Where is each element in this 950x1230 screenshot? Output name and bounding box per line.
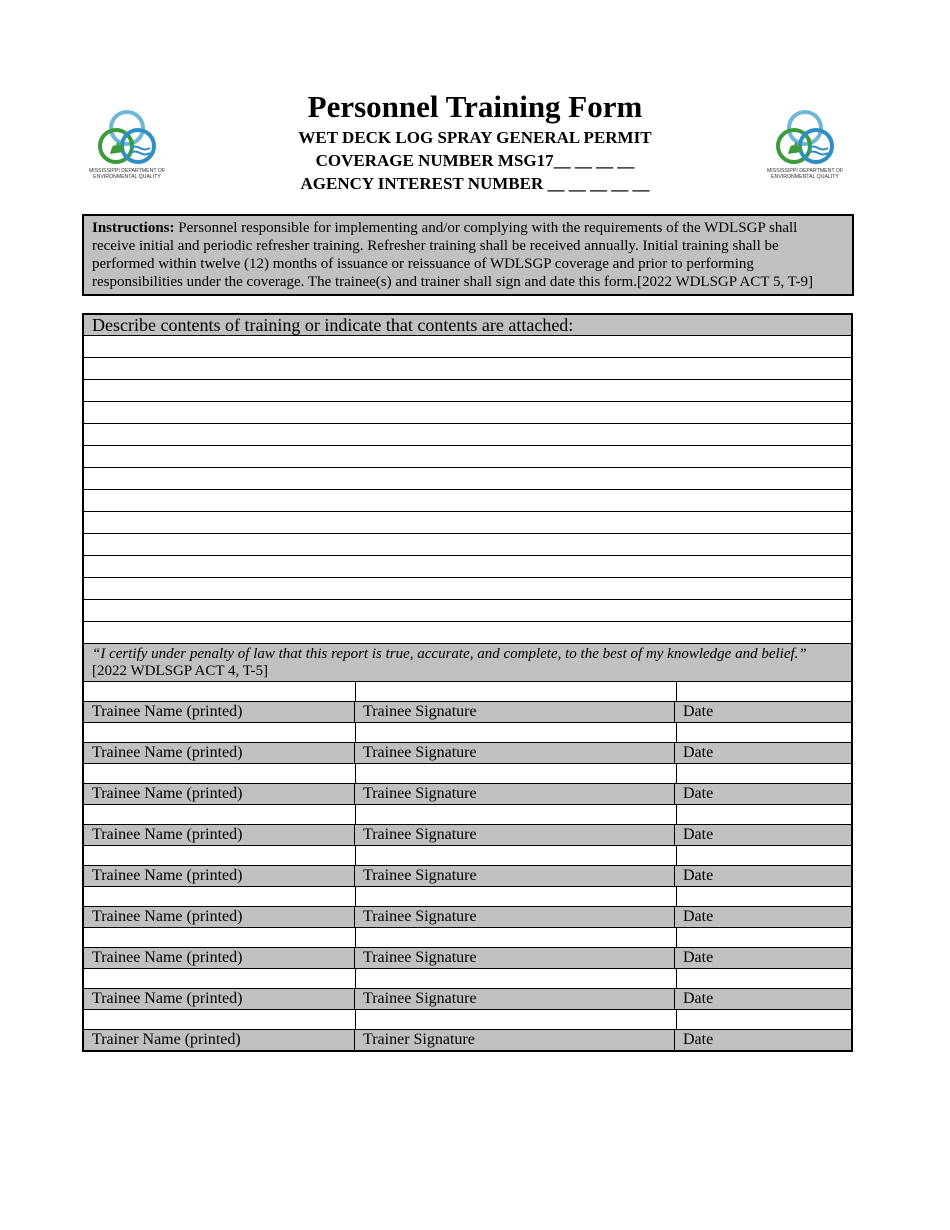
date-label: Date (683, 744, 714, 761)
contents-line[interactable] (84, 578, 851, 600)
form-header (0, 88, 950, 195)
signature-entry-field[interactable] (356, 969, 677, 988)
instructions-label: Instructions: (92, 220, 175, 236)
certification-reference: [2022 WDLSGP ACT 4, T-5] (92, 663, 268, 679)
signature-entry-row (84, 723, 851, 743)
date-entry-field[interactable] (677, 1010, 851, 1029)
contents-line[interactable] (84, 380, 851, 402)
date-label: Date (683, 908, 714, 925)
contents-line[interactable] (84, 556, 851, 578)
contents-line[interactable] (84, 336, 851, 358)
contents-line[interactable] (84, 600, 851, 622)
instructions-text: Personnel responsible for implementing and/or complying with the requirements of the WDLSGP shall receive initial and periodic refresher training. Refresher training shall be received annually. Initial training shall be performed within twelve (12) months of issuance or reissuance of WDLSGP coverage and prior to performing responsibilities under the coverage. The trainee(s) and trainer shall sign and date this form.[2022 WDLSGP ACT 5, T-9] (92, 220, 813, 290)
coverage-number: COVERAGE NUMBER MSG17__ __ __ __ (315, 151, 635, 170)
date-entry-field[interactable] (677, 764, 851, 783)
signature-entry-field[interactable] (356, 723, 677, 742)
signature-label: Trainer Signature (355, 1030, 675, 1050)
signature-label: Trainee Signature (355, 907, 675, 927)
name-entry-field[interactable] (84, 928, 356, 947)
signature-label-row (84, 907, 851, 928)
certification-quote: “I certify under penalty of law that this report is true, accurate, and complete, to the best of my knowledge and belief.” (92, 646, 807, 662)
signature-entry-row (84, 764, 851, 784)
contents-line[interactable] (84, 622, 851, 644)
name-entry-field[interactable] (84, 764, 356, 783)
signature-entry-row (84, 928, 851, 948)
signature-label-row (84, 1030, 851, 1052)
contents-line[interactable] (84, 446, 851, 468)
name-label: Trainee Name (printed) (84, 907, 355, 927)
date-label: Date (683, 785, 714, 802)
name-entry-field[interactable] (84, 1010, 356, 1029)
signature-entry-row (84, 1010, 851, 1030)
certification-statement (84, 644, 851, 682)
name-entry-field[interactable] (84, 723, 356, 742)
signature-entry-field[interactable] (356, 682, 677, 701)
signature-entry-field[interactable] (356, 1010, 677, 1029)
signature-entry-field[interactable] (356, 764, 677, 783)
name-label: Trainee Name (printed) (84, 989, 355, 1009)
signature-label: Trainee Signature (355, 784, 675, 804)
contents-line[interactable] (84, 468, 851, 490)
date-label: Date (683, 867, 714, 884)
signature-label-row (84, 948, 851, 969)
date-entry-field[interactable] (677, 682, 851, 701)
contents-line[interactable] (84, 490, 851, 512)
date-label: Date (683, 990, 714, 1007)
signature-label: Trainee Signature (355, 866, 675, 886)
name-entry-field[interactable] (84, 805, 356, 824)
signature-entry-row (84, 846, 851, 866)
name-entry-field[interactable] (84, 682, 356, 701)
signature-entry-field[interactable] (356, 928, 677, 947)
name-label: Trainee Name (printed) (84, 784, 355, 804)
date-entry-field[interactable] (677, 928, 851, 947)
date-entry-field[interactable] (677, 969, 851, 988)
permit-name: WET DECK LOG SPRAY GENERAL PERMIT (298, 128, 652, 147)
date-label: Date (683, 949, 714, 966)
contents-line[interactable] (84, 358, 851, 380)
name-label: Trainee Name (printed) (84, 825, 355, 845)
signature-label-row (84, 825, 851, 846)
signature-label: Trainee Signature (355, 702, 675, 722)
page-title: Personnel Training Form (307, 89, 643, 124)
signature-entry-field[interactable] (356, 846, 677, 865)
date-label: Date (683, 703, 714, 720)
name-label: Trainee Name (printed) (84, 702, 355, 722)
signature-entry-row (84, 887, 851, 907)
signature-entry-row (84, 969, 851, 989)
name-entry-field[interactable] (84, 969, 356, 988)
date-label: Date (683, 826, 714, 843)
training-table (82, 313, 853, 1052)
name-label: Trainee Name (printed) (84, 866, 355, 886)
name-label: Trainer Name (printed) (84, 1030, 355, 1050)
name-entry-field[interactable] (84, 846, 356, 865)
signature-label-row (84, 989, 851, 1010)
date-entry-field[interactable] (677, 846, 851, 865)
name-label: Trainee Name (printed) (84, 743, 355, 763)
agency-interest-number: AGENCY INTEREST NUMBER __ __ __ __ __ (300, 174, 650, 193)
signature-label: Trainee Signature (355, 743, 675, 763)
signature-label-row (84, 866, 851, 887)
date-entry-field[interactable] (677, 887, 851, 906)
contents-line[interactable] (84, 512, 851, 534)
contents-line[interactable] (84, 402, 851, 424)
contents-header: Describe contents of training or indicate that contents are attached: (84, 315, 851, 336)
signature-entry-row (84, 682, 851, 702)
date-entry-field[interactable] (677, 805, 851, 824)
date-entry-field[interactable] (677, 723, 851, 742)
signature-entry-field[interactable] (356, 887, 677, 906)
contents-line[interactable] (84, 424, 851, 446)
name-label: Trainee Name (printed) (84, 948, 355, 968)
name-entry-field[interactable] (84, 887, 356, 906)
logo-caption: MISSISSIPPI DEPARTMENT OF ENVIRONMENTAL QUALITY (88, 168, 166, 180)
signature-label-row (84, 702, 851, 723)
logo-caption: MISSISSIPPI DEPARTMENT OF ENVIRONMENTAL QUALITY (766, 168, 844, 180)
signature-label-row (84, 743, 851, 764)
instructions-box (82, 214, 854, 296)
signature-label-row (84, 784, 851, 805)
signature-entry-row (84, 805, 851, 825)
signature-label: Trainee Signature (355, 825, 675, 845)
signature-label: Trainee Signature (355, 948, 675, 968)
signature-rows (84, 682, 851, 1052)
signature-label: Trainee Signature (355, 989, 675, 1009)
contents-line[interactable] (84, 534, 851, 556)
date-label: Date (683, 1031, 714, 1048)
signature-entry-field[interactable] (356, 805, 677, 824)
